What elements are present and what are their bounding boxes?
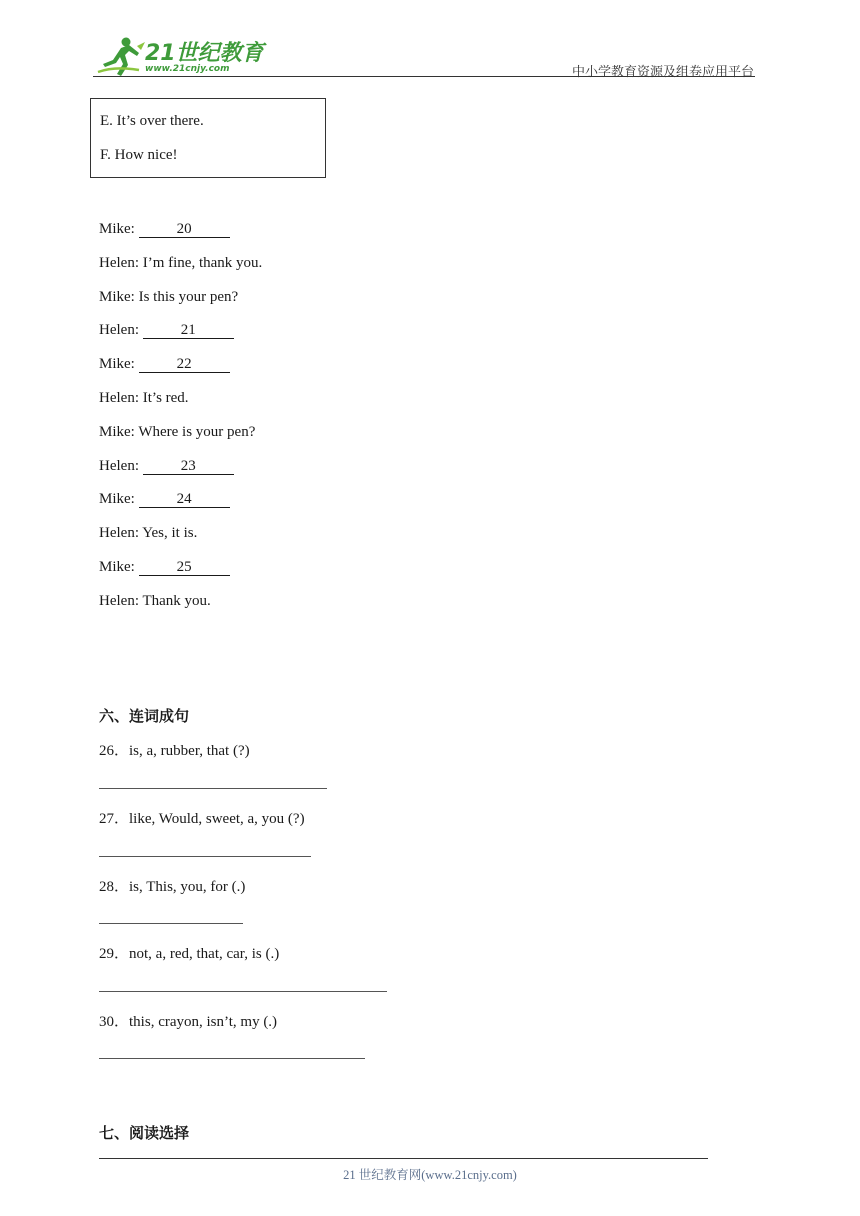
dialogue-text: Yes, it is. <box>142 525 198 542</box>
dialogue-text: Is this your pen? <box>138 288 239 305</box>
footer-divider <box>99 1158 708 1159</box>
dialogue-line <box>99 559 230 576</box>
speaker-label: Mike: <box>99 423 139 440</box>
question-number: 26． <box>99 743 130 759</box>
blank-number: 22 <box>176 356 192 373</box>
dialogue-line <box>99 255 262 272</box>
blank-number: 20 <box>176 221 192 237</box>
dialogue-line <box>99 593 211 610</box>
speaker-label: Helen: <box>99 254 143 271</box>
question-number: 28． <box>99 879 130 895</box>
question-words: this, crayon, isn’t, my (.) <box>129 1014 278 1030</box>
answer-line-30[interactable] <box>99 1058 365 1059</box>
speaker-label: Mike: <box>99 288 139 305</box>
dialogue-line <box>99 221 230 238</box>
dialogue-line <box>99 289 238 306</box>
answer-blank[interactable] <box>143 459 234 475</box>
blank-number: 24 <box>176 491 192 508</box>
blank-number: 21 <box>180 322 196 339</box>
dialogue-line <box>99 458 234 475</box>
question-number: 30． <box>99 1014 130 1030</box>
blank-number: 23 <box>180 457 196 474</box>
answer-blank[interactable] <box>139 357 230 373</box>
answer-blank[interactable] <box>143 323 234 339</box>
blank-number: 25 <box>176 559 192 575</box>
question-words: is, This, you, for (.) <box>129 879 246 895</box>
question-30 <box>99 1010 277 1031</box>
options-box <box>90 98 326 178</box>
site-name: 中小学教育资源及组卷应用平台 <box>571 65 754 80</box>
speaker-label: Helen: <box>99 322 143 339</box>
section-6-title: 六、连词成句 <box>99 707 190 725</box>
dialogue-text: Where is your pen? <box>138 423 256 440</box>
dialogue-line <box>99 322 234 339</box>
speaker-label: Helen: <box>99 457 143 474</box>
question-28 <box>99 875 245 896</box>
question-27 <box>99 807 305 828</box>
dialogue-line <box>99 390 189 407</box>
section-7-title: 七、阅读选择 <box>99 1124 190 1142</box>
question-number: 29． <box>99 946 130 962</box>
dialogue-text: It’s red. <box>142 390 189 406</box>
question-26 <box>99 739 250 760</box>
speaker-label: Helen: <box>99 390 143 406</box>
question-words: not, a, red, that, car, is (.) <box>129 946 280 962</box>
speaker-label: Mike: <box>99 491 139 508</box>
answer-line-26[interactable] <box>99 788 327 789</box>
question-29 <box>99 942 279 963</box>
speaker-label: Helen: <box>99 525 143 542</box>
answer-blank[interactable] <box>139 560 230 576</box>
answer-line-28[interactable] <box>99 923 243 924</box>
answer-blank[interactable] <box>139 492 230 508</box>
dialogue-line <box>99 424 255 441</box>
dialogue-text: Thank you. <box>142 592 211 609</box>
speaker-label: Mike: <box>99 356 139 373</box>
question-words: is, a, rubber, that (?) <box>129 743 250 759</box>
dialogue-text: I’m fine, thank you. <box>142 254 263 271</box>
site-logo <box>93 34 264 78</box>
speaker-label: Helen: <box>99 592 143 609</box>
option-f: F. How nice! <box>100 147 178 163</box>
speaker-label: Mike: <box>99 221 139 237</box>
option-e: E. It’s over there. <box>100 113 204 129</box>
answer-blank[interactable] <box>139 222 230 238</box>
dialogue-line <box>99 525 197 542</box>
answer-line-27[interactable] <box>99 856 311 857</box>
logo-url: www.21cnjy.com <box>145 64 230 74</box>
header-divider <box>93 76 755 77</box>
footer-text: 21 世纪教育网(www.21cnjy.com) <box>343 1168 517 1182</box>
logo-text: 21世纪教育 <box>145 41 264 66</box>
dialogue-line <box>99 356 230 373</box>
speaker-label: Mike: <box>99 559 139 575</box>
answer-line-29[interactable] <box>99 991 387 992</box>
question-number: 27． <box>99 811 130 827</box>
dialogue-line <box>99 491 230 508</box>
question-words: like, Would, sweet, a, you (?) <box>129 811 305 827</box>
